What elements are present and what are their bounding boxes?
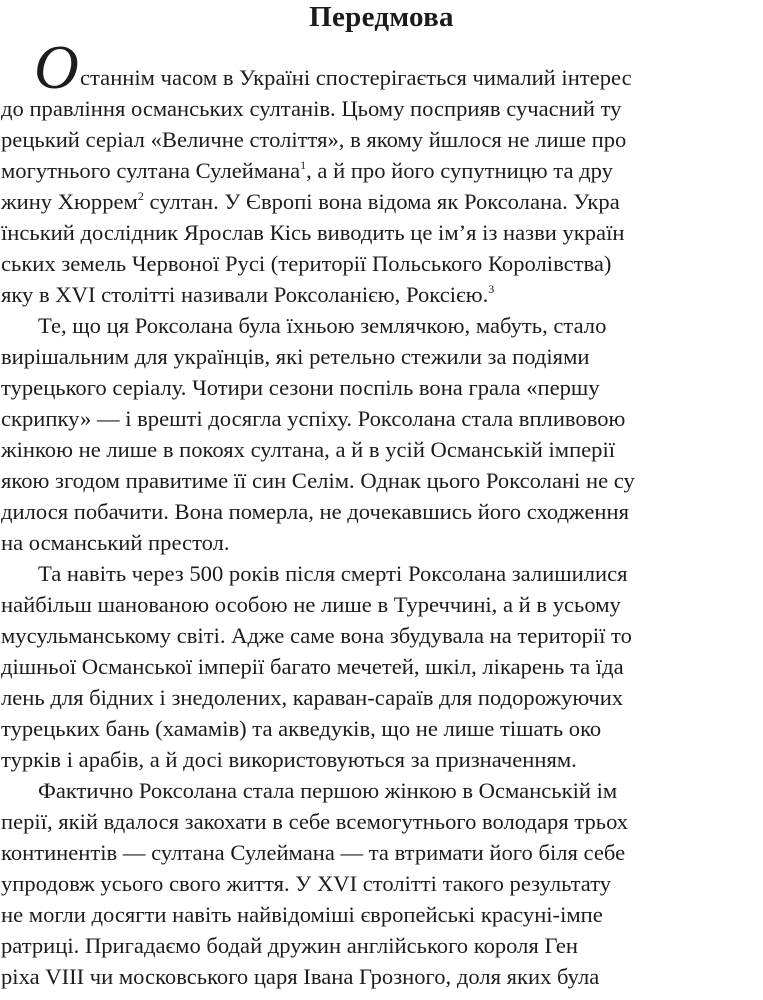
- text-line: лень для бідних і знедолених, караван-сараїв для подорожуючих: [1, 685, 624, 710]
- text-line: турецького серіалу. Чотири сезони поспіль вона грала «першу: [1, 375, 600, 400]
- text-line: дилося побачити. Вона померла, не дочекавшись його сходження: [1, 499, 629, 524]
- footnote-marker[interactable]: 1: [300, 158, 307, 172]
- page-title: Передмова: [309, 1, 454, 33]
- footnote-marker[interactable]: 3: [488, 282, 495, 296]
- text-line: турків і арабів, а й досі використовуються за призначенням.: [1, 747, 577, 772]
- text-line: жінкою не лише в покоях султана, а й в усій Османській імперії: [1, 437, 616, 462]
- text-line: скрипку» — і врешті досягла успіху. Роксолана стала впливовою: [1, 406, 626, 431]
- drop-cap: О: [34, 34, 79, 102]
- text-line: найбільш шанованою особою не лише в Туреччині, а й в усьому: [1, 592, 621, 617]
- text-line: ріха VIII чи московського царя Івана Грозного, доля яких була: [1, 964, 600, 989]
- text-line: станнім часом в Україні спостерігається чималий інтерес: [80, 65, 632, 90]
- text-line: якою згодом правитиме її син Селім. Однак цього Роксолані не су: [1, 468, 635, 493]
- text-line: до правління османських султанів. Цьому посприяв сучасний ту: [1, 96, 622, 121]
- text-line: ратриці. Пригадаємо бодай дружин англійського короля Ген: [1, 933, 578, 958]
- text-line: Та навіть через 500 років після смерті Роксолана залишилися: [38, 561, 628, 586]
- text-line: континентів — султана Сулеймана — та втримати його біля себе: [1, 840, 626, 865]
- text-line: мусульманському світі. Адже саме вона збудувала на території то: [1, 623, 632, 648]
- text-line: перії, якій вдалося закохати в себе всемогутнього володаря трьох: [1, 809, 629, 834]
- text-line: Те, що ця Роксолана була їхньою землячкою, мабуть, стало: [38, 313, 607, 338]
- footnote-marker[interactable]: 2: [137, 189, 144, 203]
- text-line: упродовж усього свого життя. У XVI столітті такого результату: [1, 871, 612, 896]
- text-line: яку в XVI столітті називали Роксоланією, Роксією.$^3$: [1, 282, 495, 307]
- text-line: на османський престол.: [1, 530, 230, 555]
- text-line: не могли досягти навіть найвідоміші європейські красуні-імпе: [1, 902, 603, 927]
- text-line: турецьких бань (хамамів) та акведуків, що не лише тішать око: [1, 716, 602, 741]
- text-line: дішньої Османської імперії багато мечетей, шкіл, лікарень та їда: [1, 654, 624, 679]
- text-line: їнський дослідник Ярослав Кісь виводить це ім’я із назви україн: [1, 220, 625, 245]
- text-line: жину Хюррем$^2$ султан. У Європі вона відома як Роксолана. Укра: [1, 189, 620, 214]
- text-line: могутнього султана Сулеймана$^1$, а й про його супутницю та дру: [1, 158, 613, 183]
- text-line: вирішальним для українців, які ретельно стежили за подіями: [1, 344, 590, 369]
- text-line: ських земель Червоної Русі (території Польського Королівства): [1, 251, 612, 276]
- text-line: рецький серіал «Величне століття», в якому йшлося не лише про: [1, 127, 627, 152]
- text-line: Фактично Роксолана стала першою жінкою в Османській ім: [38, 778, 618, 803]
